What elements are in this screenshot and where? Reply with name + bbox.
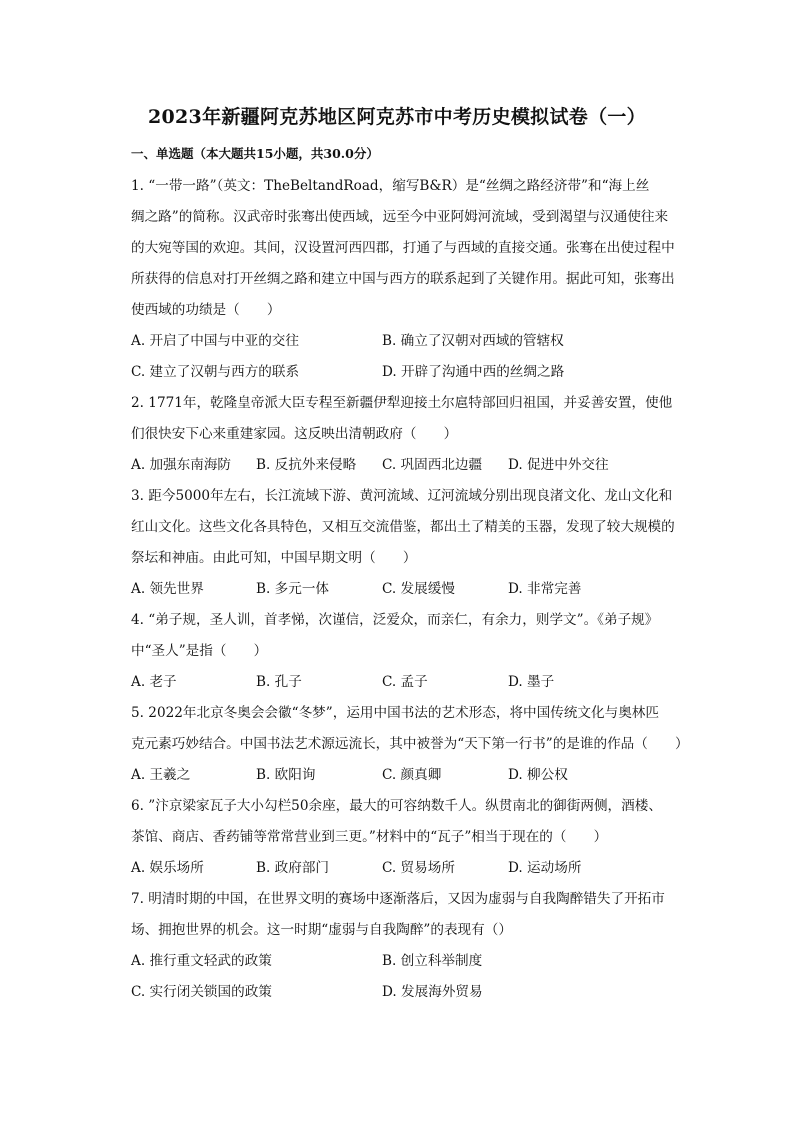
options-row — [131, 946, 691, 977]
options-row — [131, 853, 691, 884]
options-row — [131, 326, 691, 357]
option-c: C. 孟子 — [382, 674, 428, 690]
question-text-line: 5. 2022年北京冬奥会会徽“冬梦”，运用中国书法的艺术形态，将中国传统文化与奥林匹 — [131, 705, 659, 721]
option-a: A. 老子 — [131, 674, 177, 690]
question-text-line: 茶馆、商店、香药铺等常常营业到三更。”材料中的“瓦子”相当于现在的（ ） — [131, 829, 608, 845]
option-c: C. 发展缓慢 — [382, 581, 455, 597]
option-a: A. 娱乐场所 — [131, 860, 204, 876]
options-row — [131, 574, 691, 605]
option-c: C. 实行闭关锁国的政策 — [131, 984, 272, 1000]
question-text-line: 3. 距今5000年左右，长江流域下游、黄河流域、辽河流域分别出现良渚文化、龙山文化和 — [131, 488, 673, 504]
question-text-line: 使西域的功绩是（ ） — [131, 302, 281, 318]
question-3 — [131, 481, 691, 605]
question-text-line: 1. “一带一路”（英文：TheBeltandRoad，缩写B&R）是“丝绸之路经济带”和“海上丝 — [131, 178, 650, 194]
question-text-line: 克元素巧妙结合。中国书法艺术源远流长，其中被誉为“天下第一行书”的是谁的作品（ ） — [131, 736, 689, 752]
question-text-line: 的大宛等国的欢迎。其间，汉设置河西四郡，打通了与西域的直接交通。张骞在出使过程中 — [131, 240, 675, 256]
option-d: D. 开辟了沟通中西的丝绸之路 — [382, 364, 565, 380]
option-d: D. 运动场所 — [508, 860, 582, 876]
question-5 — [131, 698, 691, 791]
option-b: B. 多元一体 — [256, 581, 330, 597]
question-4 — [131, 605, 691, 698]
option-b: B. 欧阳询 — [256, 767, 316, 783]
question-text-line: 们很快安下心来重建家园。这反映出清朝政府（ ） — [131, 426, 458, 442]
option-b: B. 政府部门 — [256, 860, 330, 876]
question-text-line: 6. ”汴京梁家瓦子大小勾栏50余座，最大的可容纳数千人。纵贯南北的御街两侧，酒楼、 — [131, 798, 662, 814]
option-a: A. 推行重文轻武的政策 — [131, 953, 272, 969]
question-text-line: 红山文化。这些文化各具特色，又相互交流借鉴，都出土了精美的玉器，发现了较大规模的 — [131, 519, 675, 535]
option-c: C. 巩固西北边疆 — [382, 457, 483, 473]
question-text-line: 绸之路”的简称。汉武帝时张骞出使西域，远至今中亚阿姆河流域，受到渴望与汉通使往来 — [131, 209, 669, 225]
question-text-line: 2. 1771年，乾隆皇帝派大臣专程至新疆伊犁迎接土尔扈特部回归祖国，并妥善安置，使他 — [131, 395, 673, 411]
option-a: A. 加强东南海防 — [131, 457, 232, 473]
options-row — [131, 977, 691, 1008]
option-a: A. 开启了中国与中亚的交往 — [131, 333, 299, 349]
exam-title: 2023年新疆阿克苏地区阿克苏市中考历史模拟试卷（一） — [148, 106, 646, 128]
option-c: C. 贸易场所 — [382, 860, 455, 876]
question-text-line: 祭坛和神庙。由此可知，中国早期文明（ ） — [131, 550, 417, 566]
options-row — [131, 667, 691, 698]
question-7 — [131, 884, 691, 1008]
option-b: B. 确立了汉朝对西域的管辖权 — [382, 333, 564, 349]
question-2 — [131, 388, 691, 481]
question-1 — [131, 171, 691, 388]
option-b: B. 孔子 — [256, 674, 302, 690]
option-b: B. 创立科举制度 — [382, 953, 483, 969]
option-c: C. 颜真卿 — [382, 767, 442, 783]
section-heading: 一、单选题（本大题共15小题，共30.0分） — [131, 146, 379, 161]
option-d: D. 发展海外贸易 — [382, 984, 483, 1000]
options-row — [131, 760, 691, 791]
question-list — [131, 171, 691, 1008]
option-d: D. 柳公权 — [508, 767, 568, 783]
question-6 — [131, 791, 691, 884]
question-text-line: 4. “弟子规，圣人训，首孝悌，次谨信，泛爱众，而亲仁，有余力，则学文”。《弟子规》 — [131, 612, 659, 628]
question-text-line: 场、拥抱世界的机会。这一时期“虚弱与自我陶醉”的表现有（） — [131, 922, 512, 938]
option-d: D. 促进中外交往 — [508, 457, 609, 473]
option-c: C. 建立了汉朝与西方的联系 — [131, 364, 300, 380]
option-a: A. 领先世界 — [131, 581, 204, 597]
options-row — [131, 357, 691, 388]
option-d: D. 墨子 — [508, 674, 555, 690]
question-text-line: 7. 明清时期的中国，在世界文明的赛场中逐渐落后，又因为虚弱与自我陶醉错失了开拓市 — [131, 891, 665, 907]
option-d: D. 非常完善 — [508, 581, 582, 597]
question-text-line: 中“圣人”是指（ ） — [131, 643, 268, 659]
option-a: A. 王羲之 — [131, 767, 191, 783]
options-row — [131, 450, 691, 481]
question-text-line: 所获得的信息对打开丝绸之路和建立中国与西方的联系起到了关键作用。据此可知，张骞出 — [131, 271, 675, 287]
option-b: B. 反抗外来侵略 — [256, 457, 357, 473]
